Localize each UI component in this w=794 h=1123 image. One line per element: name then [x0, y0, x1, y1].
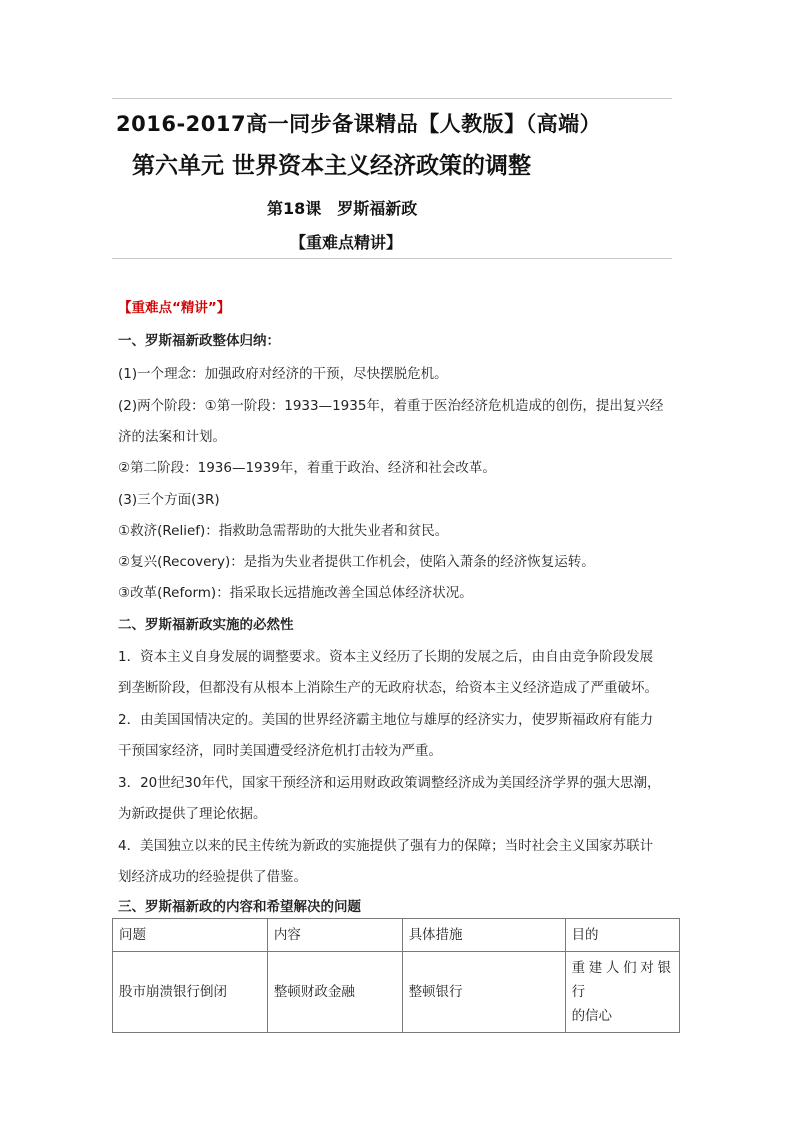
section-2-para-1a: 1．资本主义自身发展的调整要求。资本主义经历了长期的发展之后，由自由竞争阶段发展 — [118, 649, 654, 665]
section-1-para-2a: (2)两个阶段：①第一阶段：1933—1935年，着重于医治经济危机造成的创伤，提出复兴经 — [118, 398, 664, 414]
purpose-line-1: 重建人们对银行 — [571, 960, 673, 1000]
table-cell-problem: 股市崩溃银行倒闭 — [113, 952, 268, 1033]
table-header-cell: 具体措施 — [402, 919, 565, 952]
table-cell-purpose — [565, 952, 679, 1033]
section-1-para-3: ②第二阶段：1936—1939年，着重于政治、经济和社会改革。 — [118, 460, 496, 476]
section-1-para-2b: 济的法案和计划。 — [118, 429, 226, 445]
header-section-tag: 【重难点精讲】 — [290, 233, 403, 252]
section-3-title: 三、罗斯福新政的内容和希望解决的问题 — [118, 899, 361, 915]
document-header — [112, 98, 672, 258]
section-2-para-2a: 2．由美国国情决定的。美国的世界经济霸主地位与雄厚的经济实力，使罗斯福政府有能力 — [118, 712, 654, 728]
section-1-para-6: ②复兴(Recovery)：是指为失业者提供工作机会，使陷入萧条的经济恢复运转。 — [118, 554, 595, 570]
section-2-para-1b: 到垄断阶段，但都没有从根本上消除生产的无政府状态，给资本主义经济造成了严重破坏。 — [118, 680, 658, 696]
table-cell-content: 整顿财政金融 — [267, 952, 402, 1033]
purpose-line-2: 的信心 — [571, 1008, 613, 1024]
section-1-para-1: (1)一个理念：加强政府对经济的干预，尽快摆脱危机。 — [118, 366, 448, 382]
table-cell-measure: 整顿银行 — [402, 952, 565, 1033]
section-2-para-3b: 为新政提供了理论依据。 — [118, 806, 267, 822]
table-header-cell: 内容 — [267, 919, 402, 952]
table-row — [113, 952, 680, 1033]
lesson-title: 罗斯福新政 — [337, 199, 418, 218]
header-unit-title: 第六单元 世界资本主义经济政策的调整 — [132, 153, 532, 179]
section-1-para-4: (3)三个方面(3R) — [118, 492, 220, 508]
section-2-para-4a: 4．美国独立以来的民主传统为新政的实施提供了强有力的保障；当时社会主义国家苏联计 — [118, 838, 654, 854]
section-2-para-2b: 干预国家经济，同时美国遭受经济危机打击较为严重。 — [118, 743, 442, 759]
header-bottom-rule — [112, 258, 672, 259]
lesson-number: 第18课 — [267, 199, 322, 218]
section-1-para-5: ①救济(Relief)：指救助急需帮助的大批失业者和贫民。 — [118, 523, 449, 539]
section-2-para-4b: 划经济成功的经验提供了借鉴。 — [118, 869, 307, 885]
table-header-cell: 问题 — [113, 919, 268, 952]
header-top-rule — [112, 98, 672, 99]
header-series-title: 2016-2017高一同步备课精品【人教版】（高端） — [116, 112, 602, 136]
section-1-para-7: ③改革(Reform)：指采取长远措施改善全国总体经济状况。 — [118, 585, 473, 601]
section-1-title: 一、罗斯福新政整体归纳： — [118, 333, 280, 349]
red-heading: 【重难点“精讲”】 — [118, 300, 231, 316]
header-lesson — [267, 196, 417, 219]
table-header-cell: 目的 — [565, 919, 679, 952]
section-2-para-3a: 3．20世纪30年代，国家干预经济和运用财政政策调整经济成为美国经济学界的强大思潮， — [118, 775, 661, 791]
table-header-row — [113, 919, 680, 952]
new-deal-table — [112, 918, 680, 1033]
section-2-title: 二、罗斯福新政实施的必然性 — [118, 617, 294, 633]
